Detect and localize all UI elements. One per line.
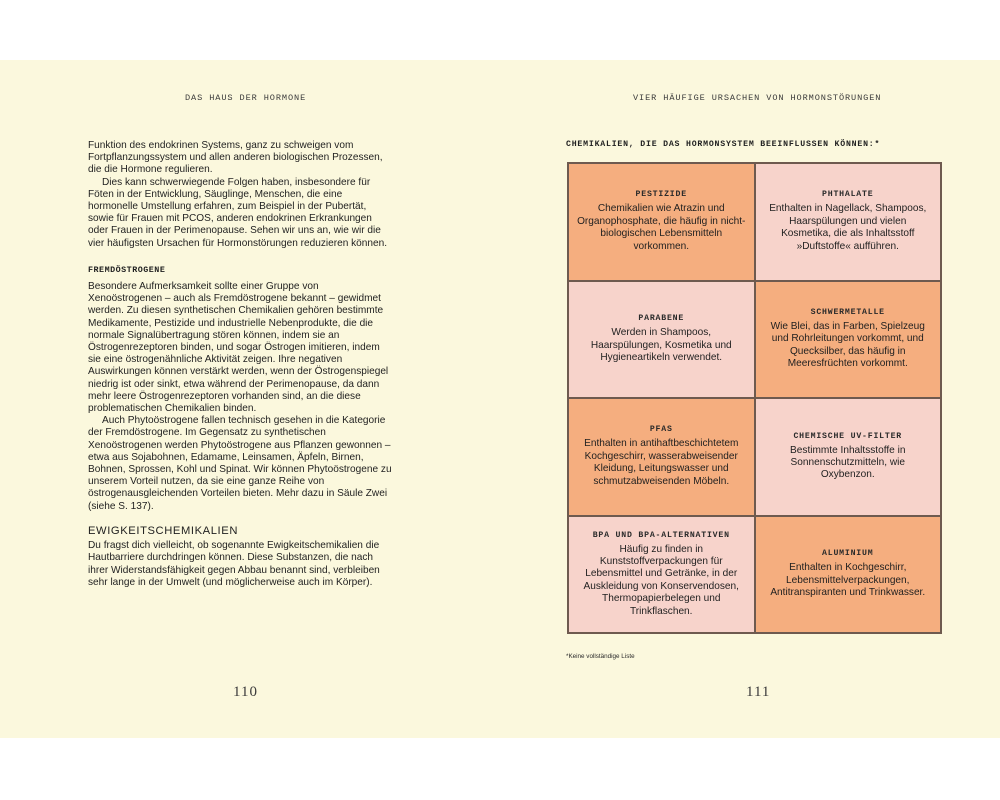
left-page-text [88, 140, 393, 589]
grid-cell-schwermetalle [755, 281, 942, 399]
grid-cell-phthalate [755, 163, 942, 281]
cell-body: Häufig zu finden in Kunststoffverpackungen für Lebensmittel und Getränke, in der Auskleidung von Konservendosen, Thermopapierbelegen und Trinkflaschen. [583, 543, 739, 617]
book-spread [0, 60, 1000, 738]
grid-cell-pestizide [568, 163, 755, 281]
body-paragraph: Auch Phytoöstrogene fallen technisch gesehen in die Kategorie der Fremdöstrogene. Im Gegensatz zu synthetischen Xenoöstrogenen werden Phytoöstrogene aus Pflanzen gewonnen – etwa aus Sojabohnen, Edamame, Leinsamen, Äpfeln, Birnen, Bohnen, Sprossen, Kohl und Spinat. Wir können Phytoöstrogene zu unserem Vorteil nutzen, da sie eine ganze Reihe von östrogenausgleichenden Vorteilen bieten. Mehr dazu in Säule Zwei (siehe S. 137). [88, 415, 392, 512]
cell-body: Bestimmte Inhaltsstoffe in Sonnenschutzmitteln, wie Oxybenzon. [790, 444, 906, 481]
cell-title: PFAS [649, 425, 673, 435]
cell-body: Chemikalien wie Atrazin und Organophosphate, die häufig in nicht-biologischen Lebensmitteln vorkommen. [577, 203, 746, 252]
footnote: *Keine vollständige Liste [566, 653, 635, 660]
page-number-left: 110 [233, 684, 258, 700]
body-paragraph: Besondere Aufmerksamkeit sollte einer Gruppe von Xenoöstrogenen – auch als Fremdöstrogene bekannt – gewidmet werden. Zu diesen synthetischen Chemikalien gehören bestimmte Medikamente, Pestizide und industrielle Nebenprodukte, die die normale Signalübertragung stören können, indem sie an Östrogenrezeptoren binden, und sogar Östrogen imitieren, indem sie eine östrogenähnliche Aktivität zeigen. Ihre negativen Auswirkungen können verstärkt werden, wenn der Östrogenspiegel niedrig ist oder sinkt, etwa während der Perimenopause, da dann mehr leere Östrogenrezeptoren vorhanden sind, an die diese problematischen Chemikalien binden. [88, 281, 389, 415]
cell-title: BPA UND BPA-ALTERNATIVEN [592, 530, 730, 540]
cell-body: Enthalten in antihaftbeschichtetem Kochgeschirr, wasserabweisender Kleidung, Leitungswasser und schmutzabweisenden Möbeln. [584, 438, 739, 487]
cell-title: SCHWERMETALLE [810, 307, 885, 317]
section-heading-fremdoestrogene: FREMDÖSTROGENE [88, 264, 166, 275]
cell-title: PHTHALATE [822, 190, 874, 200]
cell-title: PARABENE [638, 314, 685, 324]
chemicals-grid [567, 162, 942, 634]
grid-cell-uv-filter [755, 398, 942, 516]
grid-cell-parabene [568, 281, 755, 399]
grid-cell-pfas [568, 398, 755, 516]
grid-cell-bpa [568, 516, 755, 634]
body-paragraph: Funktion des endokrinen Systems, ganz zu schweigen vom Fortpflanzungssystem und allen anderen biologischen Prozessen, die die Hormone regulieren. [88, 140, 383, 176]
right-running-head: VIER HÄUFIGE URSACHEN VON HORMONSTÖRUNGEN [633, 93, 882, 103]
cell-body: Werden in Shampoos, Haarspülungen, Kosmetika und Hygieneartikeln verwendet. [590, 327, 732, 363]
grid-cell-aluminium [755, 516, 942, 634]
table-intro: CHEMIKALIEN, DIE DAS HORMONSYSTEM BEEINFLUSSEN KÖNNEN:* [566, 140, 881, 149]
body-paragraph: Dies kann schwerwiegende Folgen haben, insbesondere für Föten in der Entwicklung, Säuglinge, Menschen, die eine hormonelle Umstellung erfahren, zum Beispiel in der Pubertät, sowie für Frauen mit PCOS, anderen endokrinen Erkrankungen oder Frauen in der Perimenopause. Sehen wir uns an, wie wir die vier häufigsten Ursachen für Hormonstörungen reduzieren können. [88, 176, 388, 249]
body-paragraph: Du fragst dich vielleicht, ob sogenannte Ewigkeitschemikalien die Hautbarriere durchdringen können. Diese Substanzen, die nach ihrer Widerstandsfähigkeit gegen Abbau benannt sind, verbleiben sehr lange in der Umwelt (und möglicherweise auch im Körper). [88, 540, 380, 588]
cell-title: CHEMISCHE UV-FILTER [793, 431, 903, 441]
section-heading-ewigkeitschemikalien: EWIGKEITSCHEMIKALIEN [88, 524, 239, 537]
left-running-head: DAS HAUS DER HORMONE [185, 93, 307, 103]
cell-body: Wie Blei, das in Farben, Spielzeug und Rohrleitungen vorkommt, und Quecksilber, das häufig in Meeresfrüchten vorkommt. [770, 320, 925, 370]
cell-body: Enthalten in Kochgeschirr, Lebensmittelverpackungen, Antitranspiranten und Trinkwasser. [770, 562, 926, 598]
page-number-right: 111 [746, 684, 771, 700]
cell-title: PESTIZIDE [635, 190, 687, 200]
cell-body: Enthalten in Nagellack, Shampoos, Haarspülungen und vielen Kosmetika, die als Inhaltsstoff »Duftstoffe« aufführen. [769, 203, 927, 252]
cell-title: ALUMINIUM [822, 549, 874, 559]
